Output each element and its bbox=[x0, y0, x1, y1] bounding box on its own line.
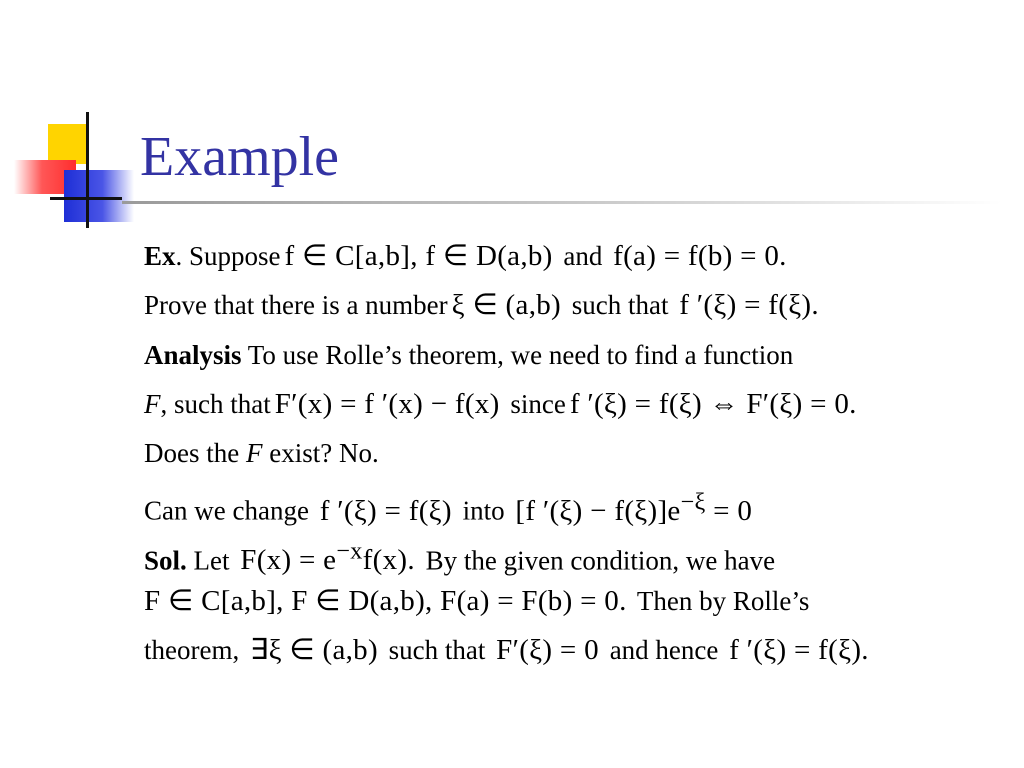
body-line-4 bbox=[144, 384, 1014, 433]
math-part: [f ′(ξ) − f(ξ)]e bbox=[515, 495, 681, 528]
text: such that bbox=[565, 290, 676, 321]
math-expression: F′(x) = f ′(x) − f(x) bbox=[274, 387, 500, 420]
math-expression: f(a) = f(b) = 0. bbox=[613, 240, 787, 272]
sol-label: Sol. bbox=[144, 545, 187, 576]
body-line-7 bbox=[144, 532, 1014, 581]
variable-F: F bbox=[245, 438, 263, 469]
text: Can we change bbox=[144, 496, 316, 527]
math-expression: f ′(ξ) = f(ξ) ⇔ F′(ξ) = 0. bbox=[569, 387, 857, 420]
math-expression: f ′(ξ) = f(ξ) bbox=[319, 495, 452, 528]
body-line-5 bbox=[144, 433, 1014, 482]
text: since bbox=[503, 388, 566, 419]
math-expression: f ∈ C[a,b], f ∈ D(a,b) bbox=[284, 240, 553, 272]
text: , such that bbox=[160, 388, 271, 419]
text: . Suppose bbox=[175, 241, 281, 271]
text: To use Rolle’s theorem, we need to find a function bbox=[241, 339, 794, 370]
logo-yellow-square bbox=[48, 124, 86, 164]
text: Does the bbox=[144, 438, 246, 469]
text: theorem, bbox=[144, 635, 246, 666]
ex-label: Ex bbox=[144, 241, 176, 271]
body-line-1 bbox=[144, 236, 1014, 285]
text: By the given condition, we have bbox=[418, 545, 776, 576]
body-line-3 bbox=[144, 335, 1014, 384]
math-part: F(x) = e bbox=[240, 544, 337, 577]
math-exponent: −x bbox=[336, 537, 363, 565]
text: Prove that there is a number bbox=[144, 290, 448, 321]
math-expression: f ′(ξ) = f(ξ). bbox=[729, 634, 869, 667]
logo-blue-square bbox=[64, 170, 134, 222]
math-part: = 0 bbox=[705, 495, 753, 528]
text: and hence bbox=[602, 635, 726, 666]
math-expression bbox=[240, 537, 415, 577]
body-line-2 bbox=[144, 285, 1014, 334]
logo-horizontal-line bbox=[50, 197, 122, 200]
math-expression: ξ ∈ (a,b) bbox=[451, 289, 561, 322]
logo-vertical-line bbox=[86, 112, 89, 228]
math-expression: ∃ξ ∈ (a,b) bbox=[249, 634, 378, 667]
math-expression: f ′(ξ) = f(ξ). bbox=[679, 289, 819, 322]
math-expression: F ∈ C[a,b], F ∈ D(a,b), F(a) = F(b) = 0. bbox=[144, 585, 627, 618]
text: and bbox=[556, 241, 610, 271]
text: such that bbox=[381, 635, 493, 666]
math-expression: F′(ξ) = 0 bbox=[496, 634, 599, 667]
body-line-6 bbox=[144, 482, 1014, 531]
math-expression bbox=[515, 488, 753, 528]
analysis-label: Analysis bbox=[144, 339, 242, 370]
title-divider bbox=[122, 201, 1002, 204]
math-part: f(x). bbox=[362, 544, 415, 577]
body-line-9 bbox=[144, 630, 1014, 679]
text: Let bbox=[186, 545, 237, 576]
text: Then by Rolle’s bbox=[630, 586, 810, 617]
variable-F: F bbox=[144, 388, 161, 419]
text: into bbox=[455, 496, 512, 527]
slide-body bbox=[144, 236, 1014, 680]
math-exponent: −ξ bbox=[680, 488, 706, 516]
slide-title: Example bbox=[140, 126, 340, 188]
body-line-8 bbox=[144, 581, 1014, 630]
slide-logo-decoration bbox=[0, 0, 140, 240]
text: exist? No. bbox=[262, 438, 379, 469]
